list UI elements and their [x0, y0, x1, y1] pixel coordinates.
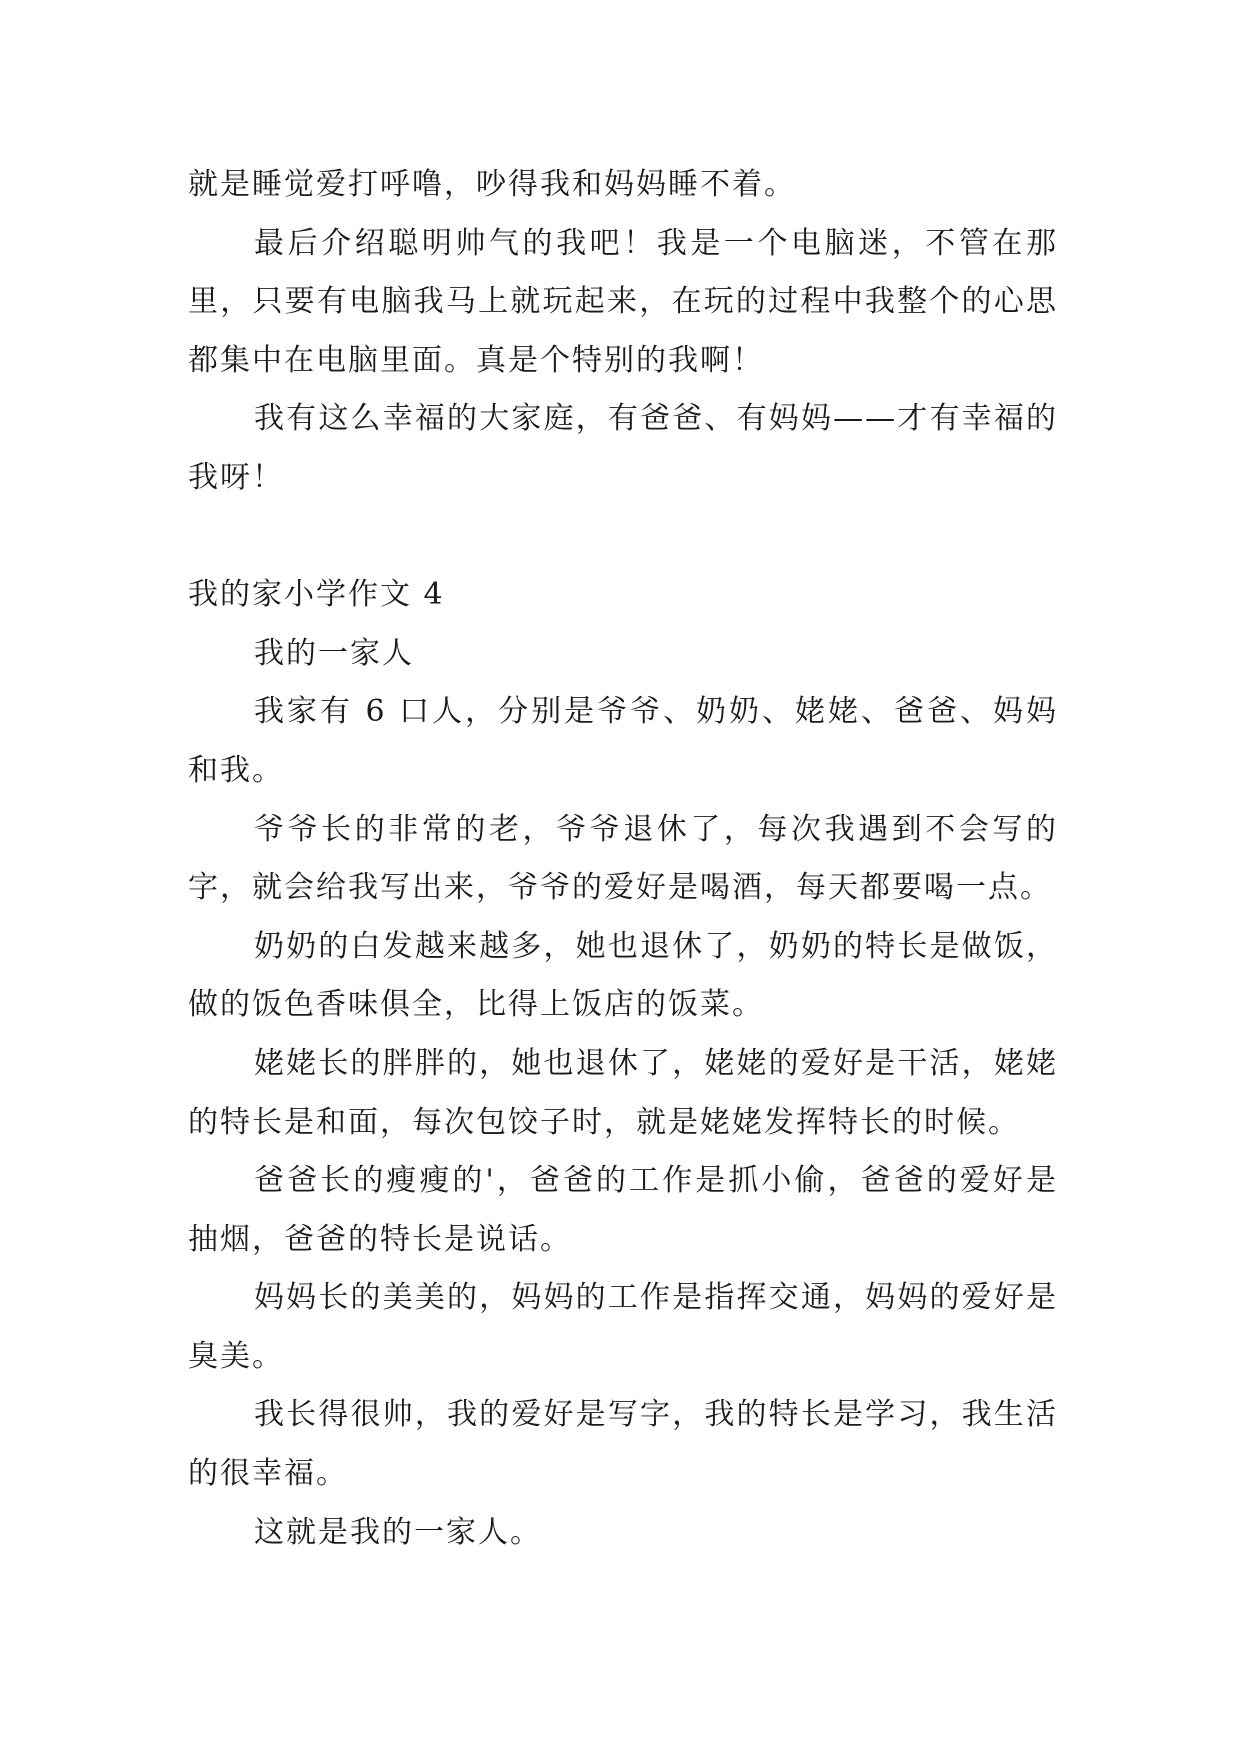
paragraph: 我有这么幸福的大家庭，有爸爸、有妈妈——才有幸福的我呀！ — [188, 401, 1058, 495]
paragraph: 爸爸长的瘦瘦的'，爸爸的工作是抓小偷，爸爸的爱好是抽烟，爸爸的特长是说话。 — [188, 1163, 1058, 1257]
paragraph: 就是睡觉爱打呼噜，吵得我和妈妈睡不着。 — [188, 167, 796, 202]
essay-title: 我的一家人 — [254, 635, 414, 671]
paragraph: 奶奶的白发越来越多，她也退休了，奶奶的特长是做饭，做的饭色香味俱全，比得上饭店的饭菜。 — [188, 928, 1058, 1023]
paragraph: 爷爷长的非常的老，爷爷退休了，每次我遇到不会写的字，就会给我写出来，爷爷的爱好是喝酒，每天都要喝一点。 — [188, 811, 1058, 906]
paragraph: 最后介绍聪明帅气的我吧！我是一个电脑迷，不管在那里，只要有电脑我马上就玩起来，在玩的过程中我整个的心思都集中在电脑里面。真是个特别的我啊！ — [188, 225, 1058, 378]
blank-line — [188, 508, 1058, 567]
paragraph: 这就是我的一家人。 — [254, 1514, 542, 1550]
paragraph: 我家有 6 口人，分别是爷爷、奶奶、姥姥、爸爸、妈妈和我。 — [188, 694, 1058, 788]
paragraph: 我长得很帅，我的爱好是写字，我的特长是学习，我生活的很幸福。 — [188, 1397, 1058, 1492]
section-title: 我的家小学作文 4 — [188, 577, 445, 613]
document-body — [188, 156, 1058, 1562]
paragraph: 姥姥长的胖胖的，她也退休了，姥姥的爱好是干活，姥姥的特长是和面，每次包饺子时，就是姥姥发挥特长的时候。 — [188, 1045, 1058, 1140]
paragraph: 妈妈长的美美的，妈妈的工作是指挥交通，妈妈的爱好是臭美。 — [188, 1280, 1058, 1374]
